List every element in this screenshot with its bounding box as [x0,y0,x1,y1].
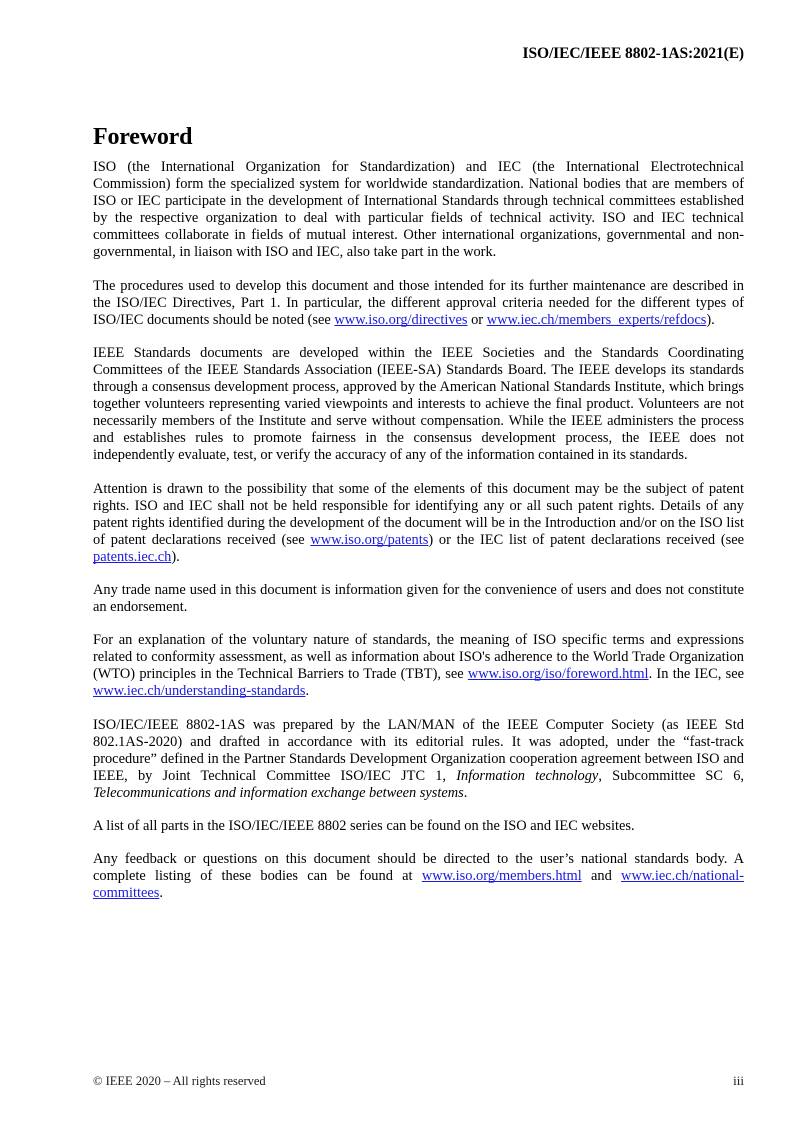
link-iso-directives[interactable]: www.iso.org/directives [334,311,468,328]
paragraph-patent-rights [93,481,744,566]
link-iso-patents[interactable]: www.iso.org/patents [310,531,429,548]
paragraph-text: IEEE Standards documents are developed within the IEEE Societies and the Standards Coordinating Committees of the IEEE Standards Association (IEEE-SA) Standards Board. The IEEE develops its standards through a consensus development process, approved by the American National Standards Institute, which brings together volunteers representing varied viewpoints and interests to achieve the final product. Volunteers are not necessarily members of the Institute and serve without compensation. While the IEEE administers the process and establishes rules to promote fairness in the consensus development process, the IEEE does not independently evaluate, test, or verify the accuracy of any of the information contained in its standards. [93,344,744,464]
paragraph-text: Attention is drawn to the possibility that some of the elements of this document may be the subject of patent rights. ISO and IEC shall not be held responsible for identifying any or all such patent rights. Details of any patent rights identified during the development of the document will be in the Introduction and/or on the ISO list of patent declarations received (see [93,480,744,548]
paragraph-iso-iec-intro [93,159,744,262]
committee-title-information-technology: Information technology [456,767,599,784]
paragraph-text: Any trade name used in this document is information given for the convenience of users and does not constitute an endorsement. [93,581,744,616]
paragraph-text: . [463,784,468,801]
paragraph-text: or [467,311,487,328]
paragraph-trade-name [93,582,744,616]
link-iec-national-committees[interactable]: www.iec.ch/national-committees [93,868,744,902]
foreword-body [93,159,744,902]
paragraph-parts-list [93,818,744,835]
paragraph-feedback [93,851,744,902]
paragraph-text: ). [171,548,180,565]
paragraph-text: A list of all parts in the ISO/IEC/IEEE 8802 series can be found on the ISO and IEC websites. [93,818,635,834]
link-iso-foreword[interactable]: www.iso.org/iso/foreword.html [467,666,649,683]
page-footer [93,1073,744,1089]
footer-copyright: © IEEE 2020 – All rights reserved [93,1074,266,1088]
link-patents-iec-ch[interactable]: patents.iec.ch [93,548,172,565]
page-title: Foreword [93,124,193,151]
paragraph-text: and [581,868,622,885]
paragraph-text: . [159,885,163,902]
paragraph-preparation-committee [93,717,744,802]
paragraph-text: ISO/IEC/IEEE 8802-1AS was prepared by the LAN/MAN of the IEEE Computer Society (as IEEE Std 802.1AS-2020) and drafted in accordance with its editorial rules. It was adopted, under the “fast-track procedure” defined in the Partner Standards Development Organization cooperation agreement between ISO and IEEE, by Joint Technical Committee ISO/IEC JTC 1, [93,716,744,784]
paragraph-text: . In the IEC, see [648,666,744,683]
paragraph-ieee-standards-process [93,345,744,465]
link-iec-refdocs[interactable]: www.iec.ch/members_experts/refdocs [486,311,707,328]
paragraph-text: , Subcommittee SC 6, [598,767,745,784]
link-iso-members[interactable]: www.iso.org/members.html [421,868,582,885]
link-iec-understanding-standards[interactable]: www.iec.ch/understanding-standards [93,683,306,700]
paragraph-text: ) or the IEC list of patent declarations received (see [428,531,744,548]
running-header-standard-ref: ISO/IEC/IEEE 8802-1AS:2021(E) [522,45,744,62]
subcommittee-title-telecommunications: Telecommunications and information exchange between systems [93,784,464,801]
paragraph-text: For an explanation of the voluntary nature of standards, the meaning of ISO specific terms and expressions related to conformity assessment, as well as information about ISO's adherence to the World Trade Organization (WTO) principles in the Technical Barriers to Trade (TBT), see [93,632,744,683]
paragraph-text: Any feedback or questions on this document should be directed to the user’s national standards body. A complete listing of these bodies can be found at [93,851,744,885]
paragraph-voluntary-nature [93,632,744,700]
paragraph-text: ISO (the International Organization for Standardization) and IEC (the International Electrotechnical Commission) form the specialized system for worldwide standardization. National bodies that are members of ISO or IEC participate in the development of International Standards through technical committees established by the respective organization to deal with particular fields of technical activity. ISO and IEC technical committees collaborate in fields of mutual interest. Other international organizations, governmental and non-governmental, in liaison with ISO and IEC, also take part in the work. [93,159,744,261]
paragraph-text: ). [706,311,715,328]
paragraph-text: . [305,683,310,700]
paragraph-procedures-directives [93,278,744,329]
footer-page-number: iii [733,1073,744,1088]
paragraph-text: The procedures used to develop this document and those intended for its further maintenance are described in the ISO/IEC Directives, Part 1. In particular, the different approval criteria needed for the different types of ISO/IEC documents should be noted (see [93,277,744,328]
